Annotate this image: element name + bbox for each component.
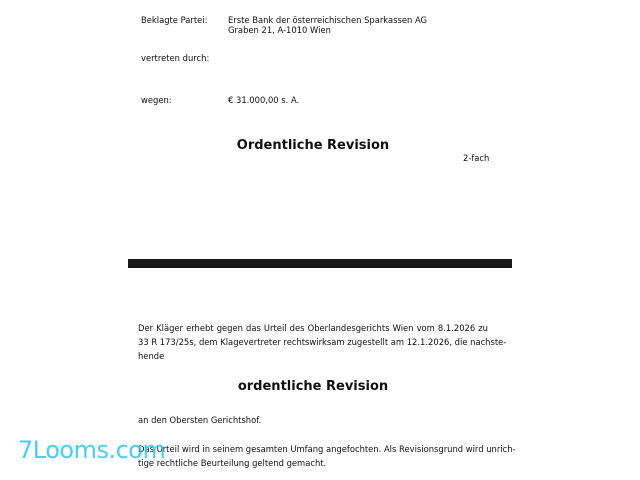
document-title: Ordentliche Revision — [236, 138, 390, 153]
intro-line: hende — [138, 351, 165, 361]
scope-line: tige rechtliche Beurteilung geltend gemacht. — [138, 458, 327, 468]
scope-line: Das Urteil wird in seinem gesamten Umfang angefochten. Als Revisionsgrund wird unrich- — [138, 444, 516, 454]
intro-line: 33 R 173/25s, dem Klagevertreter rechtswirksam zugestellt am 12.1.2026, die nachste- — [138, 337, 507, 347]
copies-note: 2-fach — [463, 153, 490, 163]
defendant-label: Beklagte Partei: — [141, 15, 208, 25]
represented-label: vertreten durch: — [141, 53, 210, 63]
addressee-line: an den Obersten Gerichtshof. — [138, 415, 262, 425]
scope-paragraph — [138, 442, 516, 470]
subject-label: wegen: — [141, 95, 172, 105]
defendant-address: Graben 21, A-1010 Wien — [228, 25, 331, 35]
defendant-name: Erste Bank der österreichischen Sparkassen AG — [228, 15, 428, 25]
intro-paragraph — [138, 321, 507, 363]
subject-value: € 31.000,00 s. A. — [228, 95, 300, 105]
intro-line: Der Kläger erhebt gegen das Urteil des Oberlandesgerichts Wien vom 8.1.2026 zu — [138, 323, 488, 333]
watermark-logo: 7Looms.com — [18, 436, 166, 464]
revision-heading: ordentliche Revision — [237, 379, 389, 394]
section-divider — [128, 259, 512, 268]
